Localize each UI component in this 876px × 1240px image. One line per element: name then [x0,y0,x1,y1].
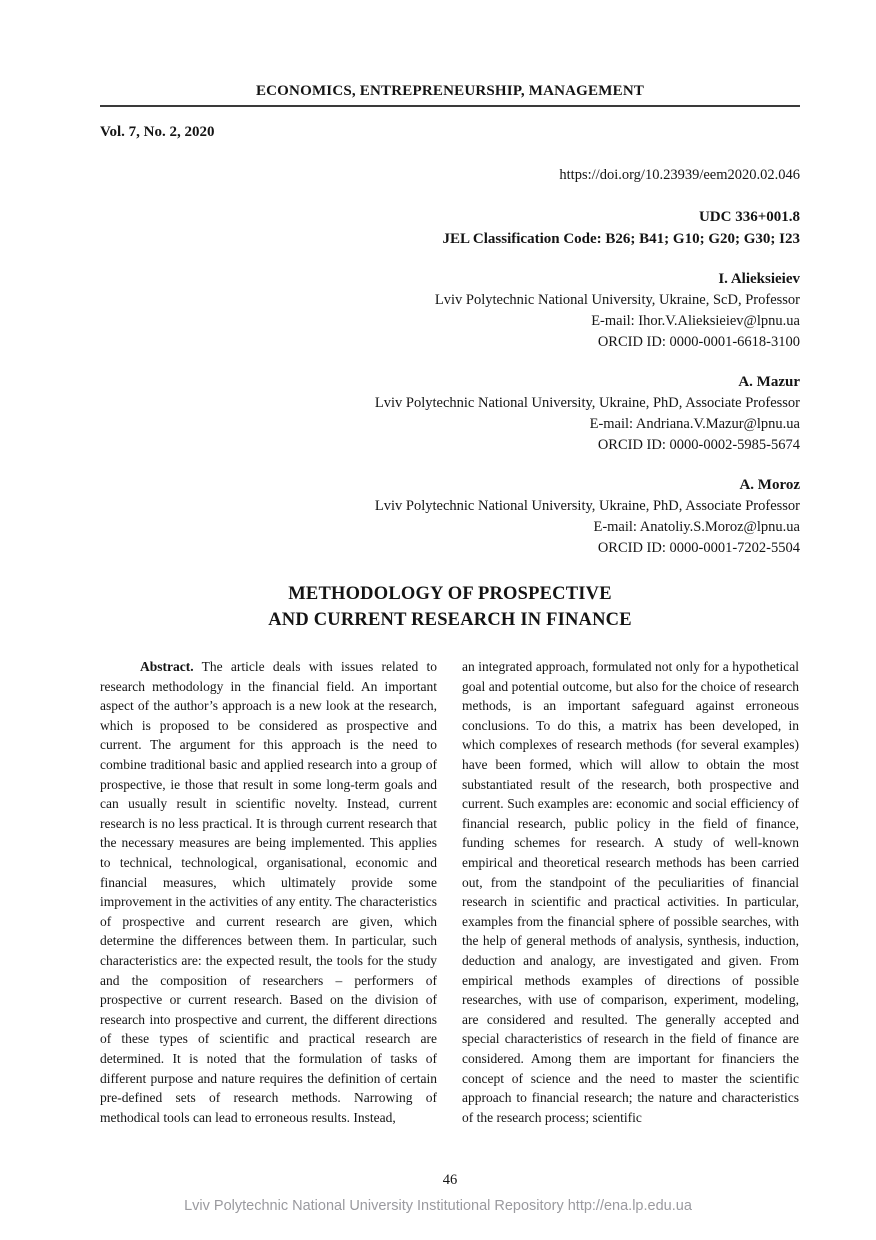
doi-link[interactable]: https://doi.org/10.23939/eem2020.02.046 [559,167,800,183]
author-name: A. Mazur [738,374,800,390]
page-content [100,0,800,1127]
jel-code: JEL Classification Code: B26; B41; G10; G20; G30; I23 [442,231,800,247]
author-email-link[interactable]: E-mail: Anatoliy.S.Moroz@lpnu.ua [593,519,800,535]
author-affiliation: Lviv Polytechnic National University, Ukraine, PhD, Associate Professor [374,498,800,514]
article-title-line-2: AND CURRENT RESEARCH IN FINANCE [268,609,632,630]
article-title-line-1: METHODOLOGY OF PROSPECTIVE [288,584,612,604]
author-affiliation: Lviv Polytechnic National University, Ukraine, PhD, Associate Professor [374,395,800,411]
abstract-text-1: The article deals with issues related to research methodology in the financial field. An important aspect of the author’s approach is a new look at the research, which is proposed to be considered as prospective and current. The argument for this approach is the need to combine traditional basic and applied research into a group of prospective, ie those that result in some long-term goals and can usually result in scientific novelty. Instead, current research is no less practical. It is through current research that the necessary measures are being implemented. This applies to technical, technological, organisational, economic and financial measures, which ultimately provide some improvement in the activities of any entity. The characteristics of prospective and current research are given, which determine the differences between them. In particular, such characteristics are: the expected result, the tools for the study and the composition of researchers – performers of prospective or current research. Based on the division of research into prospective and current, the different directions of these types of scientific and practical research are determined. It is noted that the formulation of tasks of different purpose and nature requires the definition of certain pre-defined sets of research methods. Narrowing of methodical tools can lead to erroneous results. Instead, [100,659,437,1125]
abstract-column-2 [462,657,799,1127]
author-name: I. Alieksieiev [718,271,800,287]
classification-codes [100,206,800,250]
volume-issue: Vol. 7, No. 2, 2020 [100,124,215,140]
abstract-text-2: an integrated approach, formulated not only for a hypothetical goal and potential outcome, but also for the choice of research methods, is an important safeguard against erroneous conclusions. To do this, a matrix has been developed, in which complexes of research methods (for several examples) have been formed, which will allow to obtain the most substantiated result of the research, both prospective and current. Such examples are: economic and social efficiency of financial research, public policy in the field of finance, funding schemes for research. A study of well-known empirical and theoretical research methods has been carried out, from the standpoint of the peculiarities of financial research in scientific and practical activities. In particular, examples from the financial sphere of possible searches, with the help of general methods of analysis, synthesis, induction, deduction and analogy, are investigated and given. From empirical methods examples of directions of possible researches, with use of comparison, experiment, modeling, are considered and resulted. The generally accepted and special characteristics of research in the field of finance are considered. Among them are important for financiers the concept of science and the need to master the scientific approach to financial research; the nature and characteristics of the research process; scientific [462,659,799,1125]
abstract-column-1 [100,657,437,1127]
author-email-link[interactable]: E-mail: Ihor.V.Alieksieiev@lpnu.ua [591,313,800,329]
author-email-link[interactable]: E-mail: Andriana.V.Mazur@lpnu.ua [589,416,800,432]
author-name: A. Moroz [739,477,800,493]
repository-footer-link[interactable]: Lviv Polytechnic National University Institutional Repository http://ena.lp.edu.ua [184,1198,692,1214]
author-orcid: ORCID ID: 0000-0001-6618-3100 [597,334,800,350]
journal-header: ECONOMICS, ENTREPRENEURSHIP, MANAGEMENT [100,83,800,107]
author-block-3 [100,475,800,559]
abstract-columns [100,657,800,1127]
author-block-1 [100,269,800,353]
udc-code: UDC 336+001.8 [698,209,800,225]
author-orcid: ORCID ID: 0000-0002-5985-5674 [597,437,800,453]
page-number: 46 [442,1172,458,1188]
author-affiliation: Lviv Polytechnic National University, Ukraine, ScD, Professor [434,292,800,308]
article-title [100,582,800,633]
abstract-label: Abstract. [140,659,194,675]
author-block-2 [100,372,800,456]
author-orcid: ORCID ID: 0000-0001-7202-5504 [597,540,800,556]
